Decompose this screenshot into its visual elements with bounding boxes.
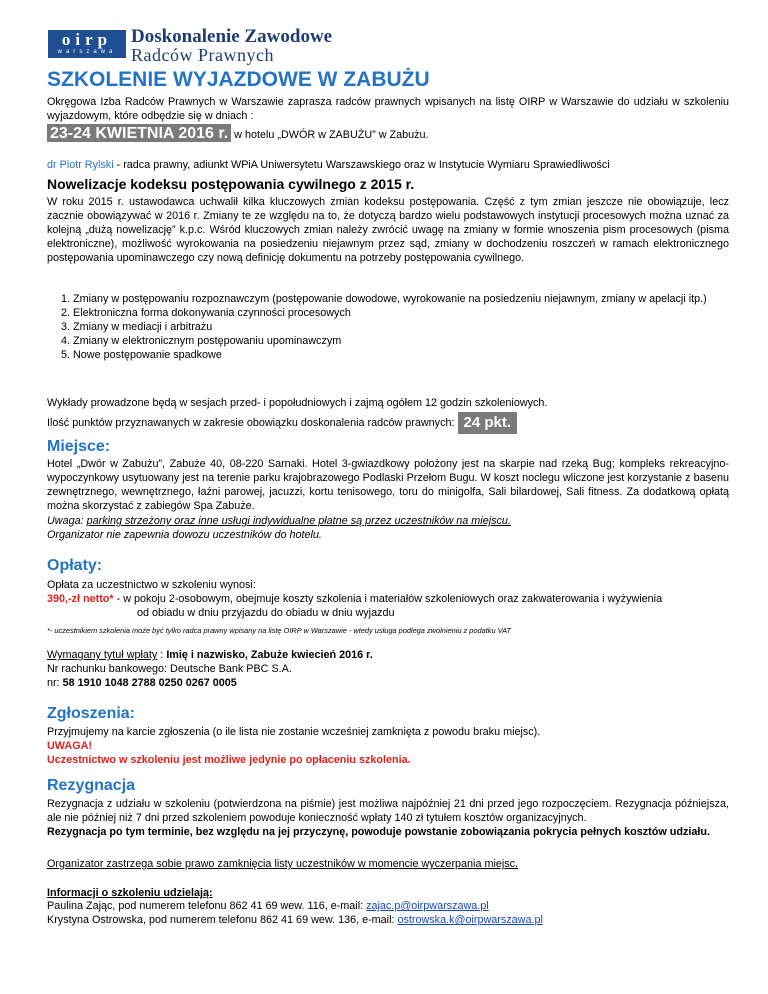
- contact-2-name: Krystyna Ostrowska: [47, 914, 143, 926]
- header-line2: Radców Prawnych: [131, 45, 274, 65]
- lecturer-description: - radca prawny, adiunkt WPiA Uniwersytetu Warszawskiego oraz w Instytucie Wymiaru Sprawiedliwości: [116, 159, 610, 171]
- logo-top-text: oirp: [61, 30, 113, 49]
- price-desc-1: - w pokoju 2-osobowym, obejmuje koszty szkolenia i materiałów szkoleniowych oraz zakwaterowania i wyżywienia: [116, 593, 663, 605]
- contact-heading: Informacji o szkoleniu udzielają:: [47, 887, 213, 899]
- email-link-2[interactable]: ostrowska.k@oirpwarszawa.pl: [397, 914, 543, 926]
- fees-heading: Opłaty:: [47, 557, 103, 574]
- transfer-title: Imię i nazwisko, Zabuże kwiecień 2016 r.: [166, 649, 373, 661]
- list-item: 2. Elektroniczna forma dokonywania czynności procesowych: [73, 306, 727, 320]
- applications-warning-text: Uczestnictwo w szkoleniu jest możliwe jedynie po opłaceniu szkolenia.: [47, 754, 411, 766]
- oirp-logo: [48, 30, 126, 58]
- place-note2: Organizator nie zapewnia dowozu uczestników do hotelu.: [47, 529, 322, 541]
- list-item: 5. Nowe postępowanie spadkowe: [73, 348, 727, 362]
- list-item: 1. Zmiany w postępowaniu rozpoznawczym (postępowanie dowodowe, wyrokowanie na posiedzeniu niejawnym, zmiany w apelacji itp.): [73, 292, 727, 306]
- bank-line: Nr rachunku bankowego: Deutsche Bank PBC S.A.: [47, 663, 292, 675]
- course-title: Nowelizacje kodeksu postępowania cywilnego z 2015 r.: [47, 176, 415, 192]
- course-description: W roku 2015 r. ustawodawca uchwalił kilka kluczowych zmian kodeksu postępowania. Część z tym zmian jeszcze nie obowiązuje, lecz zacznie obowiązywać w 2016 r. Zmiany te ze względu na to, że dotyczą bardzo wielu podstawowych instytucji procesowych można uznać za kolejną „dużą nowelizację” k.p.c. Wśród kluczowych zmian należy zwrócić uwagę na zmiany w formie wnoszenia pism procesowych (pisma elektroniczne), możliwość wyrokowania na posiedzeniu niejawnym przez sąd, zmiany w dochodzeniu roszczeń w ramach elektronicznego postępowania upominawczego czy nową definicję dokumentu na potrzeby postępowania cywilnego.: [47, 196, 729, 264]
- price-line: [47, 592, 737, 606]
- points-label: Ilość punktów przyznawanych w zakresie obowiązku doskonalenia radców prawnych:: [47, 416, 455, 429]
- resignation-bold: Rezygnacja po tym terminie, bez względu na jej przyczynę, powoduje powstanie zobowiązania pokrycia pełnych kosztów udziału.: [47, 826, 710, 838]
- resignation-closing: Organizator zastrzega sobie prawo zamknięcia listy uczestników w momencie wyczerpania miejsc.: [47, 858, 519, 870]
- points-line: [47, 412, 737, 434]
- applications-heading: Zgłoszenia:: [47, 705, 136, 722]
- note-text: parking strzeżony oraz inne usługi indywidualne płatne są przez uczestników na miejscu.: [86, 515, 511, 527]
- transfer-line: [47, 648, 737, 662]
- date-line: [47, 125, 737, 143]
- intro-text: Okręgowa Izba Radców Prawnych w Warszawie zaprasza radców prawnych wpisanych na listę OIRP w Warszawie do udziału w szkoleniu wyjazdowym, które odbędzie się w dniach :: [47, 96, 729, 122]
- list-item: 3. Zmiany w mediacji i arbitrażu: [73, 320, 727, 334]
- lecturer-name: dr Piotr Rylski: [47, 159, 114, 171]
- contact-person-2: [47, 913, 737, 927]
- resignation-heading: Rezygnacja: [47, 777, 136, 794]
- applications-warning: UWAGA!: [47, 740, 92, 752]
- account-label: nr:: [47, 677, 63, 689]
- contact-2-text: , pod numerem telefonu 862 41 69 wew. 136, e-mail:: [143, 914, 398, 926]
- place-text: Hotel „Dwór w Zabużu”, Zabuże 40, 08-220 Sarnaki. Hotel 3-gwiazdkowy położony jest na skarpie nad rzeką Bug; kompleks rekreacyjno-wypoczynkowy usytuowany jest na terenie parku krajobrazowego Podlaski Przełom Bugu. W koszt noclegu wliczone jest korzystanie z basenu zewnętrznego, wewnętrznego, łaźni parowej, jacuzzi, kortu tenisowego, toru do minigolfa, Sali bilardowej, Sali fitness. Za dodatkową opłatą można skorzystać z zabiegów Spa Zabuże.: [47, 458, 729, 512]
- resignation-text: Rezygnacja z udziału w szkoleniu (potwierdzona na piśmie) jest możliwa najpóźniej 21 dni przed jego rozpoczęciem. Rezygnacja późniejsza, ale nie później niż 7 dni przed szkoleniem powoduje konieczność wpłaty 140 zł tytułem kosztów organizacyjnych.: [47, 798, 729, 824]
- page-title: SZKOLENIE WYJAZDOWE W ZABUŻU: [47, 68, 430, 91]
- date-badge: 23-24 KWIETNIA 2016 r.: [47, 124, 231, 142]
- topics-list: [47, 292, 727, 362]
- account-line: [47, 676, 737, 690]
- points-badge: 24 pkt.: [458, 412, 518, 434]
- note-label: Uwaga:: [47, 515, 87, 527]
- contact-person-1: [47, 899, 737, 913]
- fees-intro: Opłata za uczestnictwo w szkoleniu wynosi:: [47, 579, 256, 591]
- date-location: w hotelu „DWÓR w ZABUŻU” w Zabużu.: [234, 129, 429, 141]
- list-item: 4. Zmiany w elektronicznym postępowaniu upominawczym: [73, 334, 727, 348]
- header-line1: Doskonalenie Zawodowe: [131, 26, 333, 47]
- transfer-label: Wymagany tytuł wpłaty: [47, 649, 158, 661]
- price: 390,-zł netto*: [47, 593, 114, 605]
- sessions-text: Wykłady prowadzone będą w sesjach przed- i popołudniowych i zajmą ogółem 12 godzin szkoleniowych.: [47, 397, 548, 409]
- vat-footnote: *- uczestnikiem szkolenia może być tylko radca prawny wpisany na listę OIRP w Warszawie - wtedy usługa podlega zwolnieniu z podatku VAT: [47, 626, 512, 635]
- place-note: [47, 514, 737, 528]
- account-number: 58 1910 1048 2788 0250 0267 0005: [62, 677, 237, 689]
- lecturer-line: [47, 158, 747, 172]
- applications-text: Przyjmujemy na karcie zgłoszenia (o ile lista nie zostanie wcześniej zamknięta z powodu braku miejsc).: [47, 726, 541, 738]
- logo-bottom-text: warszawa: [57, 49, 117, 55]
- email-link-1[interactable]: zajac.p@oirpwarszawa.pl: [366, 900, 489, 912]
- place-heading: Miejsce:: [47, 438, 111, 455]
- contact-1-text: Paulina Zając, pod numerem telefonu 862 41 69 wew. 116, e-mail:: [47, 900, 367, 912]
- price-desc-2: od obiadu w dniu przyjazdu do obiadu w dniu wyjazdu: [137, 607, 395, 619]
- transfer-sep: :: [157, 649, 167, 661]
